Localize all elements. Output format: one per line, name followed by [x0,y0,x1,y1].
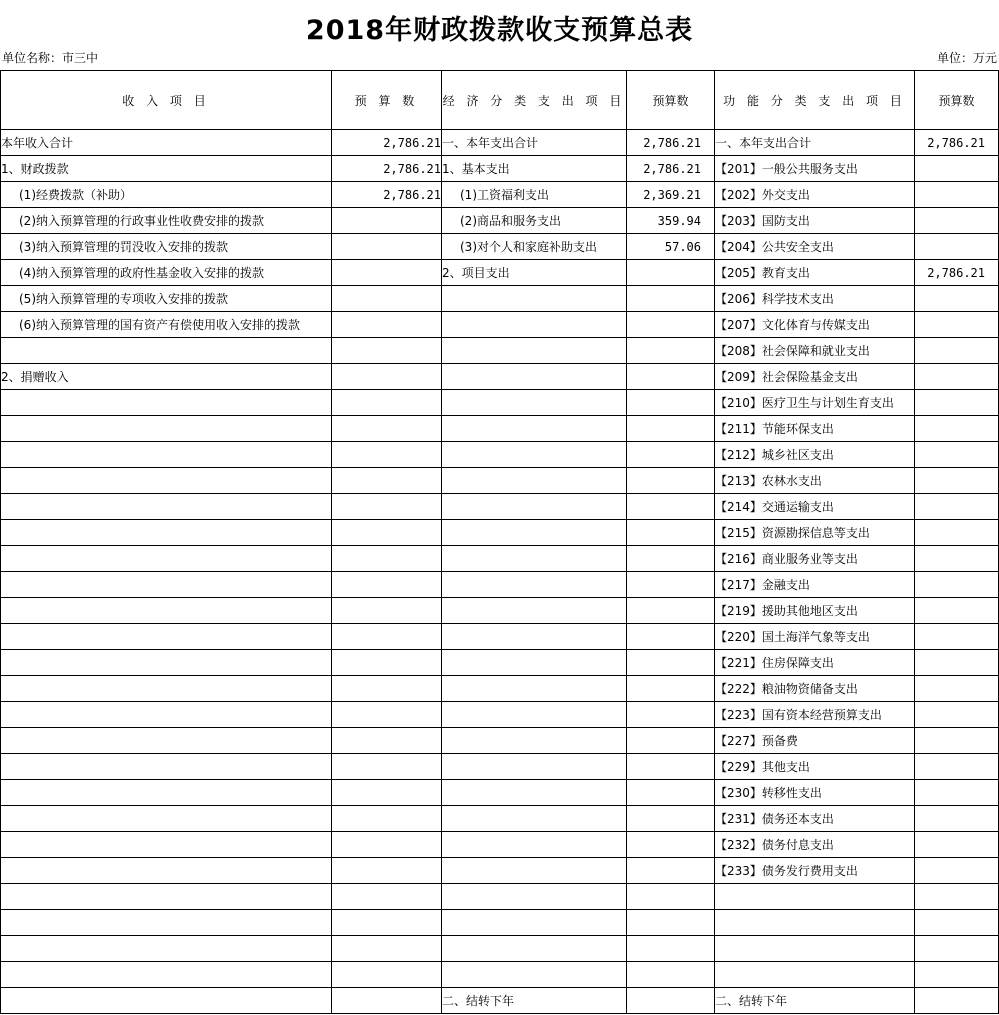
table-row [1,650,999,676]
page-title: 2018年财政拨款收支预算总表 [305,15,694,46]
econ-amount-cell [627,494,715,520]
func-item-cell: 【217】金融支出 [715,572,915,598]
econ-amount-cell [627,598,715,624]
func-item-cell [715,936,915,962]
func-item-cell: 【222】粮油物资储备支出 [715,676,915,702]
table-row [1,156,999,182]
func-amount-cell [915,832,999,858]
income-item-cell [1,728,332,754]
header-func-amount: 预算数 [915,71,999,130]
table-row [1,806,999,832]
func-item-cell: 【219】援助其他地区支出 [715,598,915,624]
table-row [1,572,999,598]
income-amount-cell [332,832,442,858]
func-item-cell: 【211】节能环保支出 [715,416,915,442]
table-body [1,130,999,1014]
func-item-cell: 【220】国土海洋气象等支出 [715,624,915,650]
func-item-cell: 二、结转下年 [715,988,915,1014]
econ-amount-cell [627,702,715,728]
econ-amount-cell [627,338,715,364]
income-amount-cell [332,858,442,884]
income-amount-cell [332,234,442,260]
econ-amount-cell: 359.94 [627,208,715,234]
econ-item-cell [442,650,627,676]
func-item-cell: 【223】国有资本经营预算支出 [715,702,915,728]
income-item-cell [1,338,332,364]
econ-item-cell: (3)对个人和家庭补助支出 [442,234,627,260]
func-item-cell: 【227】预备费 [715,728,915,754]
econ-item-cell: (1)工资福利支出 [442,182,627,208]
econ-amount-cell [627,962,715,988]
func-item-cell: 【209】社会保险基金支出 [715,364,915,390]
income-item-cell [1,598,332,624]
currency-unit-label: 单位：万元 [936,51,997,65]
func-item-cell: 【221】住房保障支出 [715,650,915,676]
func-amount-cell [915,884,999,910]
econ-amount-cell [627,312,715,338]
econ-item-cell [442,780,627,806]
func-amount-cell [915,650,999,676]
econ-item-cell [442,546,627,572]
func-item-cell: 【231】债务还本支出 [715,806,915,832]
econ-amount-cell [627,546,715,572]
econ-amount-cell [627,468,715,494]
econ-item-cell [442,858,627,884]
income-item-cell [1,416,332,442]
income-item-cell [1,390,332,416]
func-amount-cell [915,546,999,572]
income-amount-cell [332,988,442,1014]
econ-item-cell [442,442,627,468]
table-row [1,390,999,416]
func-item-cell: 【205】教育支出 [715,260,915,286]
table-row [1,702,999,728]
econ-item-cell [442,572,627,598]
econ-amount-cell [627,520,715,546]
func-item-cell: 【215】资源勘探信息等支出 [715,520,915,546]
income-item-cell: 1、财政拨款 [1,156,332,182]
table-row [1,494,999,520]
func-amount-cell [915,182,999,208]
table-row [1,598,999,624]
table-row [1,182,999,208]
econ-item-cell [442,884,627,910]
income-item-cell [1,936,332,962]
income-amount-cell [332,520,442,546]
income-item-cell [1,962,332,988]
income-item-cell: 2、捐赠收入 [1,364,332,390]
income-item-cell: (5)纳入预算管理的专项收入安排的拨款 [1,286,332,312]
func-amount-cell [915,390,999,416]
income-item-cell: (3)纳入预算管理的罚没收入安排的拨款 [1,234,332,260]
income-item-cell [1,676,332,702]
econ-amount-cell [627,754,715,780]
func-amount-cell [915,728,999,754]
table-row [1,910,999,936]
income-amount-cell [332,260,442,286]
econ-amount-cell [627,416,715,442]
econ-amount-cell [627,936,715,962]
func-amount-cell [915,702,999,728]
econ-amount-cell: 57.06 [627,234,715,260]
table-row [1,676,999,702]
table-row [1,546,999,572]
income-amount-cell [332,676,442,702]
econ-item-cell: (2)商品和服务支出 [442,208,627,234]
income-item-cell [1,468,332,494]
table-row [1,780,999,806]
econ-item-cell: 二、结转下年 [442,988,627,1014]
econ-amount-cell [627,884,715,910]
econ-amount-cell [627,260,715,286]
econ-amount-cell [627,572,715,598]
income-amount-cell [332,598,442,624]
econ-amount-cell [627,780,715,806]
func-amount-cell: 2,786.21 [915,260,999,286]
income-amount-cell: 2,786.21 [332,130,442,156]
econ-amount-cell [627,988,715,1014]
func-item-cell [715,962,915,988]
func-amount-cell [915,520,999,546]
func-item-cell [715,910,915,936]
func-item-cell: 【213】农林水支出 [715,468,915,494]
income-item-cell [1,910,332,936]
income-item-cell [1,702,332,728]
income-amount-cell: 2,786.21 [332,182,442,208]
income-item-cell [1,988,332,1014]
func-amount-cell [915,858,999,884]
econ-item-cell [442,338,627,364]
table-header-row [1,71,999,130]
table-row [1,936,999,962]
table-row [1,130,999,156]
func-amount-cell [915,936,999,962]
table-row [1,832,999,858]
econ-item-cell [442,390,627,416]
func-item-cell: 【201】一般公共服务支出 [715,156,915,182]
econ-item-cell [442,676,627,702]
income-item-cell [1,546,332,572]
table-row [1,624,999,650]
table-row [1,208,999,234]
econ-amount-cell [627,650,715,676]
table-row [1,338,999,364]
econ-amount-cell [627,624,715,650]
income-item-cell [1,832,332,858]
unit-name-label: 单位名称：市三中 [2,51,99,65]
func-amount-cell [915,754,999,780]
income-amount-cell [332,390,442,416]
unit-info-row [2,49,997,67]
income-amount-cell [332,546,442,572]
func-item-cell: 【233】债务发行费用支出 [715,858,915,884]
header-econ-amount: 预算数 [627,71,715,130]
econ-amount-cell: 2,369.21 [627,182,715,208]
func-amount-cell [915,156,999,182]
table-row [1,442,999,468]
table-row [1,520,999,546]
table-row [1,728,999,754]
econ-item-cell [442,520,627,546]
income-amount-cell [332,286,442,312]
table-row [1,286,999,312]
income-amount-cell [332,208,442,234]
income-item-cell: 本年收入合计 [1,130,332,156]
func-item-cell: 【207】文化体育与传媒支出 [715,312,915,338]
func-amount-cell [915,494,999,520]
income-amount-cell [332,364,442,390]
econ-item-cell [442,364,627,390]
income-amount-cell [332,442,442,468]
func-amount-cell [915,962,999,988]
func-item-cell: 【229】其他支出 [715,754,915,780]
func-amount-cell [915,234,999,260]
func-item-cell: 【202】外交支出 [715,182,915,208]
func-amount-cell [915,910,999,936]
econ-item-cell [442,468,627,494]
income-item-cell: (4)纳入预算管理的政府性基金收入安排的拨款 [1,260,332,286]
func-item-cell: 【203】国防支出 [715,208,915,234]
income-amount-cell [332,572,442,598]
income-item-cell [1,754,332,780]
func-amount-cell [915,416,999,442]
func-item-cell: 【208】社会保障和就业支出 [715,338,915,364]
header-func-item: 功 能 分 类 支 出 项 目 [715,71,915,130]
econ-item-cell [442,624,627,650]
income-item-cell: (1)经费拨款（补助） [1,182,332,208]
income-amount-cell [332,962,442,988]
table-row [1,468,999,494]
func-item-cell: 【206】科学技术支出 [715,286,915,312]
econ-item-cell: 1、基本支出 [442,156,627,182]
header-income-item: 收 入 项 目 [1,71,332,130]
econ-item-cell [442,494,627,520]
income-item-cell [1,884,332,910]
income-item-cell: (2)纳入预算管理的行政事业性收费安排的拨款 [1,208,332,234]
table-row [1,312,999,338]
func-amount-cell [915,572,999,598]
econ-amount-cell [627,364,715,390]
func-amount-cell [915,364,999,390]
income-amount-cell [332,754,442,780]
econ-item-cell [442,910,627,936]
income-item-cell [1,494,332,520]
econ-amount-cell [627,910,715,936]
econ-amount-cell [627,858,715,884]
func-amount-cell [915,780,999,806]
income-item-cell [1,572,332,598]
econ-item-cell [442,598,627,624]
func-amount-cell [915,312,999,338]
func-item-cell: 【232】债务付息支出 [715,832,915,858]
table-row [1,416,999,442]
income-amount-cell [332,494,442,520]
table-row [1,884,999,910]
econ-item-cell: 2、项目支出 [442,260,627,286]
func-item-cell: 【210】医疗卫生与计划生育支出 [715,390,915,416]
table-row [1,988,999,1014]
income-item-cell [1,858,332,884]
econ-amount-cell [627,806,715,832]
header-income-amount: 预 算 数 [332,71,442,130]
func-item-cell: 【212】城乡社区支出 [715,442,915,468]
func-amount-cell [915,988,999,1014]
econ-item-cell [442,754,627,780]
income-item-cell [1,624,332,650]
income-item-cell [1,806,332,832]
func-amount-cell [915,676,999,702]
func-amount-cell [915,338,999,364]
income-amount-cell [332,338,442,364]
income-amount-cell [332,312,442,338]
econ-item-cell: 一、本年支出合计 [442,130,627,156]
func-amount-cell [915,598,999,624]
income-item-cell: (6)纳入预算管理的国有资产有偿使用收入安排的拨款 [1,312,332,338]
econ-item-cell [442,286,627,312]
econ-amount-cell [627,832,715,858]
econ-item-cell [442,702,627,728]
econ-amount-cell [627,676,715,702]
func-amount-cell [915,468,999,494]
table-row [1,962,999,988]
func-item-cell: 一、本年支出合计 [715,130,915,156]
income-amount-cell [332,806,442,832]
func-item-cell: 【230】转移性支出 [715,780,915,806]
func-item-cell [715,884,915,910]
income-amount-cell [332,702,442,728]
func-amount-cell: 2,786.21 [915,130,999,156]
econ-item-cell [442,806,627,832]
income-amount-cell [332,468,442,494]
func-amount-cell [915,286,999,312]
income-item-cell [1,780,332,806]
header-econ-item: 经 济 分 类 支 出 项 目 [442,71,627,130]
income-amount-cell [332,728,442,754]
econ-amount-cell [627,390,715,416]
econ-item-cell [442,962,627,988]
income-amount-cell [332,936,442,962]
func-amount-cell [915,624,999,650]
income-amount-cell [332,884,442,910]
table-row [1,858,999,884]
func-item-cell: 【214】交通运输支出 [715,494,915,520]
income-amount-cell [332,624,442,650]
income-amount-cell [332,910,442,936]
econ-item-cell [442,936,627,962]
econ-item-cell [442,728,627,754]
func-amount-cell [915,806,999,832]
func-amount-cell [915,208,999,234]
func-amount-cell [915,442,999,468]
table-row [1,260,999,286]
econ-amount-cell: 2,786.21 [627,156,715,182]
econ-amount-cell: 2,786.21 [627,130,715,156]
func-item-cell: 【216】商业服务业等支出 [715,546,915,572]
econ-item-cell [442,832,627,858]
income-item-cell [1,442,332,468]
budget-table [0,70,999,1014]
income-amount-cell [332,780,442,806]
econ-item-cell [442,312,627,338]
income-amount-cell [332,650,442,676]
func-item-cell: 【204】公共安全支出 [715,234,915,260]
table-row [1,234,999,260]
income-item-cell [1,520,332,546]
econ-amount-cell [627,728,715,754]
income-amount-cell: 2,786.21 [332,156,442,182]
table-row [1,754,999,780]
econ-amount-cell [627,286,715,312]
income-item-cell [1,650,332,676]
econ-item-cell [442,416,627,442]
income-amount-cell [332,416,442,442]
econ-amount-cell [627,442,715,468]
table-row [1,364,999,390]
